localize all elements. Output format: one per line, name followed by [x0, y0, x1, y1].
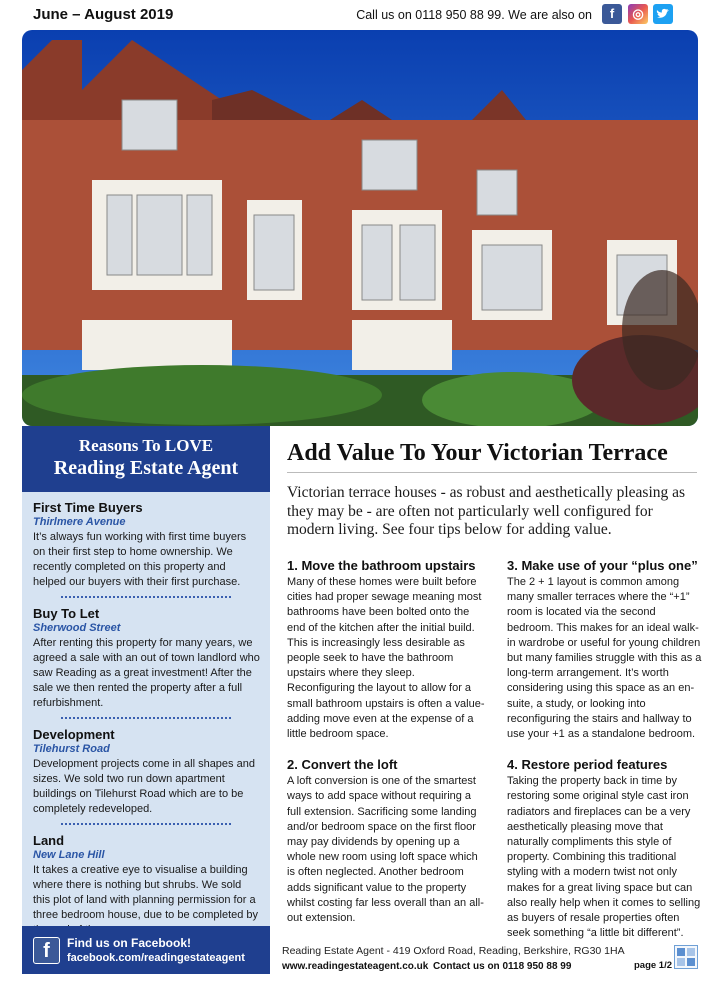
section-location: Thirlmere Avenue — [33, 516, 126, 528]
twitter-icon[interactable] — [653, 4, 673, 24]
header-contact-text: Call us on 0118 950 88 99. We are also on — [356, 8, 592, 22]
facebook-banner[interactable] — [22, 926, 270, 974]
dotted-divider — [61, 717, 231, 719]
section-text: Development projects come in all shapes and sizes. We sold two run down apartment buildings on Tilehurst Road which are to be completely redeveloped. — [33, 758, 255, 815]
sidebar-section — [22, 833, 270, 938]
dotted-divider — [61, 596, 231, 598]
tip-title: 3. Make use of your “plus one” — [507, 558, 698, 573]
sidebar-reasons — [22, 426, 270, 974]
section-text: It takes a creative eye to visualise a building where there is nothing but shrubs. We sold this plot of land with planning permission for a three bedroom house, due to be completed by — [33, 864, 259, 921]
footer-address: Reading Estate Agent - 419 Oxford Road, Reading, Berkshire, RG30 1HA — [282, 945, 625, 957]
tip-text: The 2 + 1 layout is common among many smaller terraces where the “+1” room is located via the second bedroom. This makes for an ideal walk-in wardrobe or useful for young children but many families struggle with this as a long-term arrangement. It’s worth considering using this space as an en-suite, a study, or looking into reconfiguring the stairs and hallway to use your +1 as a standalone bedroom. — [507, 576, 702, 741]
sidebar-heading-line2: Reading Estate Agent — [53, 457, 239, 479]
sidebar-section — [22, 727, 270, 817]
page-number: page 1/2 — [634, 960, 673, 971]
article-intro: Victorian terrace houses - as robust and aesthetically pleasing as they may be - are often not particularly well configured for modern living. See four tips below for adding value. — [287, 484, 686, 538]
sidebar-section — [22, 500, 270, 590]
section-location: Sherwood Street — [33, 622, 121, 634]
section-text: It’s always fun working with first time buyers on their first step to home ownership. We recently completed on this property and helped our buyers with their first purchase. — [33, 531, 247, 588]
sidebar-heading — [22, 426, 270, 492]
footer-website-link[interactable]: www.readingestateagent.co.uk — [282, 961, 429, 972]
tip-text: Many of these homes were built before cities had proper sewage meaning most bathrooms have been bolted onto the end of the kitchen after the initial build. This is increasingly less desirable as people seek to have the bathroom upstairs where they sleep. Reconfiguring the layout to allow for a small bathroom upstairs is often a value-adding move even at the expense of a little bedroom space. — [287, 576, 485, 741]
sidebar-heading-line1: Reasons To LOVE — [78, 436, 214, 455]
section-title: Development — [33, 727, 115, 742]
section-text: After renting this property for many years, we agreed a sale with an out of town landlord who saw Reading as a great investment! After the sale we then rented the property after a full refurbishment. — [33, 637, 260, 709]
section-title: First Time Buyers — [33, 500, 143, 515]
section-location: Tilehurst Road — [33, 743, 110, 755]
tip-title: 1. Move the bathroom upstairs — [287, 558, 476, 573]
tip-title: 4. Restore period features — [507, 757, 668, 773]
facebook-url-link[interactable]: facebook.com/readingestateagent — [67, 952, 245, 964]
title-divider — [287, 472, 697, 473]
issue-date: June – August 2019 — [33, 6, 174, 23]
article-title: Add Value To Your Victorian Terrace — [287, 440, 668, 466]
article-column-left — [287, 558, 485, 941]
facebook-icon[interactable]: f — [602, 4, 622, 24]
facebook-icon[interactable]: f — [33, 937, 60, 964]
article-column-right — [507, 558, 705, 956]
dotted-divider — [61, 823, 231, 825]
facebook-banner-title: Find us on Facebook! — [67, 936, 192, 950]
section-location: New Lane Hill — [33, 849, 105, 861]
hero-terrace-photo — [22, 30, 698, 426]
tip-text: Taking the property back in time by restoring some original style cast iron radiators and fireplaces can be a very aesthetically pleasing move that naturally compliments this style of property. Combining this traditional styling with a modern twist not only makes for a great living space but can also really help when it comes to selling as buyers of resale properties often seek something “a little bit different”. — [507, 775, 701, 940]
agency-logo-icon — [674, 945, 698, 969]
tip-text: A loft conversion is one of the smartest ways to add space without requiring a full extension. Sacrificing some landing and/or bedroom space on the first floor may pay dividends by opening up a whole new room using loft space which is often neglected. Another bedroom adds significant value to the property whilst costing far less overall than an all-out extension. — [287, 775, 484, 925]
section-title: Buy To Let — [33, 606, 100, 621]
sidebar-section — [22, 606, 270, 711]
instagram-icon[interactable]: ◎ — [628, 4, 648, 24]
section-title: Land — [33, 833, 65, 848]
header-bar — [0, 0, 720, 30]
footer-contact: Contact us on 0118 950 88 99 — [433, 961, 572, 972]
tip-title: 2. Convert the loft — [287, 757, 398, 773]
